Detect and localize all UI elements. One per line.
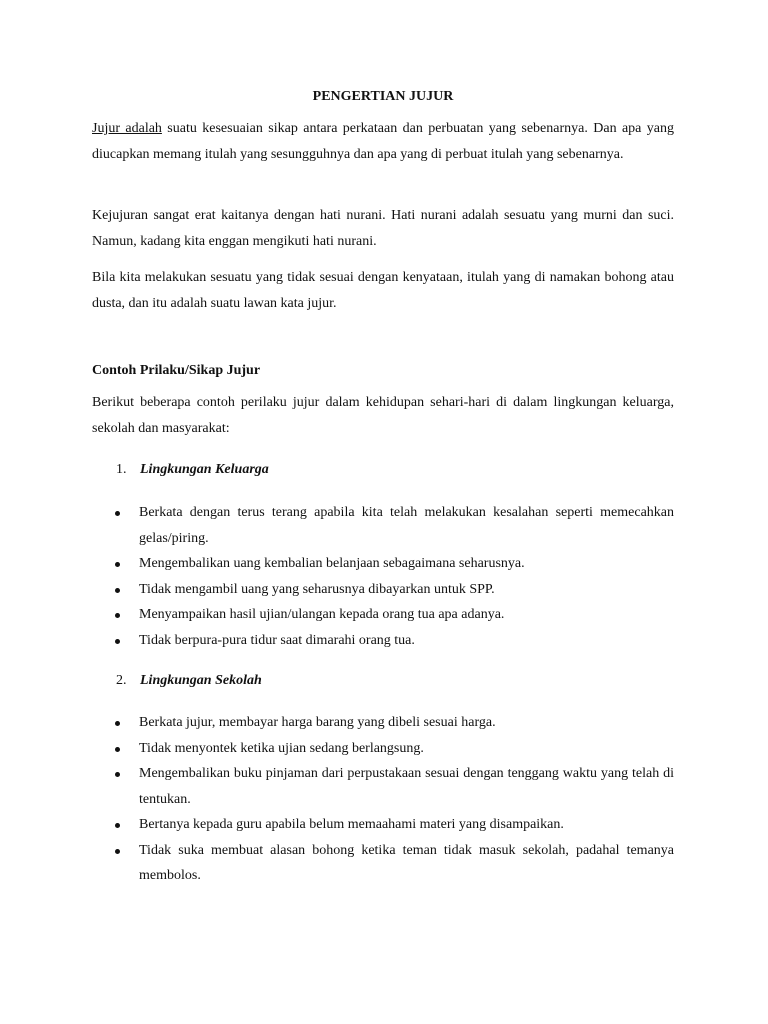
section-heading-school	[116, 672, 262, 690]
section-heading: Contoh Prilaku/Sikap Jujur	[92, 363, 261, 378]
list-item	[92, 838, 674, 889]
page-title: PENGERTIAN JUJUR	[312, 89, 454, 104]
section-intro-paragraph: Berikut beberapa contoh perilaku jujur dalam kehidupan sehari-hari di dalam lingkungan keluarga, sekolah dan masyarakat:	[92, 395, 674, 436]
section-number: 2.	[116, 673, 127, 688]
list-item-text: Bertanya kepada guru apabila belum memaahami materi yang disampaikan.	[139, 817, 564, 832]
bullet-icon	[115, 639, 120, 644]
list-item	[92, 602, 674, 628]
bullet-icon	[115, 613, 120, 618]
bullet-icon	[115, 511, 120, 516]
list-item-text: Tidak suka membuat alasan bohong ketika teman tidak masuk sekolah, padahal temanya membolos.	[139, 842, 674, 883]
bullet-icon	[115, 588, 120, 593]
bullet-list-family	[92, 500, 674, 653]
paragraph-lying: Bila kita melakukan sesuatu yang tidak sesuai dengan kenyataan, itulah yang di namakan bohong atau dusta, dan itu adalah suatu lawan kata jujur.	[92, 270, 674, 311]
list-item	[92, 812, 674, 838]
list-item-text: Tidak mengambil uang yang seharusnya dibayarkan untuk SPP.	[139, 581, 495, 597]
section-title: Lingkungan Keluarga	[140, 462, 269, 477]
list-item	[92, 551, 674, 577]
list-item-text: Mengembalikan buku pinjaman dari perpustakaan sesuai dengan tenggang waktu yang telah di tentukan.	[139, 766, 674, 807]
list-item	[92, 736, 674, 762]
paragraph-conscience: Kejujuran sangat erat kaitanya dengan hati nurani. Hati nurani adalah sesuatu yang murni dan suci. Namun, kadang kita enggan mengikuti hati nurani.	[92, 208, 674, 249]
bullet-list-school	[92, 710, 674, 889]
list-item-text: Mengembalikan uang kembalian belanjaan sebagaimana seharusnya.	[139, 556, 525, 571]
list-item	[92, 577, 674, 603]
list-item-text: Menyampaikan hasil ujian/ulangan kepada orang tua apa adanya.	[139, 607, 505, 622]
list-item	[92, 710, 674, 736]
section-heading-family	[116, 461, 269, 479]
list-item-text: Berkata dengan terus terang apabila kita telah melakukan kesalahan seperti memecahkan gelas/piring.	[139, 505, 674, 546]
bullet-icon	[115, 747, 120, 752]
intro-paragraph	[92, 116, 674, 167]
list-item-text: Berkata jujur, membayar harga barang yang dibeli sesuai harga.	[139, 715, 496, 730]
bullet-icon	[115, 562, 120, 567]
list-item-text: Tidak menyontek ketika ujian sedang berlangsung.	[139, 740, 424, 756]
section-title: Lingkungan Sekolah	[140, 673, 262, 688]
bullet-icon	[115, 849, 120, 854]
list-item	[92, 500, 674, 551]
section-number: 1.	[116, 462, 127, 477]
list-item-text: Tidak berpura-pura tidur saat dimarahi orang tua.	[139, 632, 415, 648]
intro-link-text[interactable]: Jujur adalah	[92, 121, 162, 136]
bullet-icon	[115, 772, 120, 777]
bullet-icon	[115, 721, 120, 726]
list-item	[92, 761, 674, 812]
list-item	[92, 628, 674, 654]
document-page	[92, 0, 674, 1024]
intro-rest-text: suatu kesesuaian sikap antara perkataan dan perbuatan yang sebenarnya. Dan apa yang diucapkan memang itulah yang sesungguhnya dan apa yang di perbuat itulah yang sebenarnya.	[92, 121, 674, 162]
bullet-icon	[115, 823, 120, 828]
